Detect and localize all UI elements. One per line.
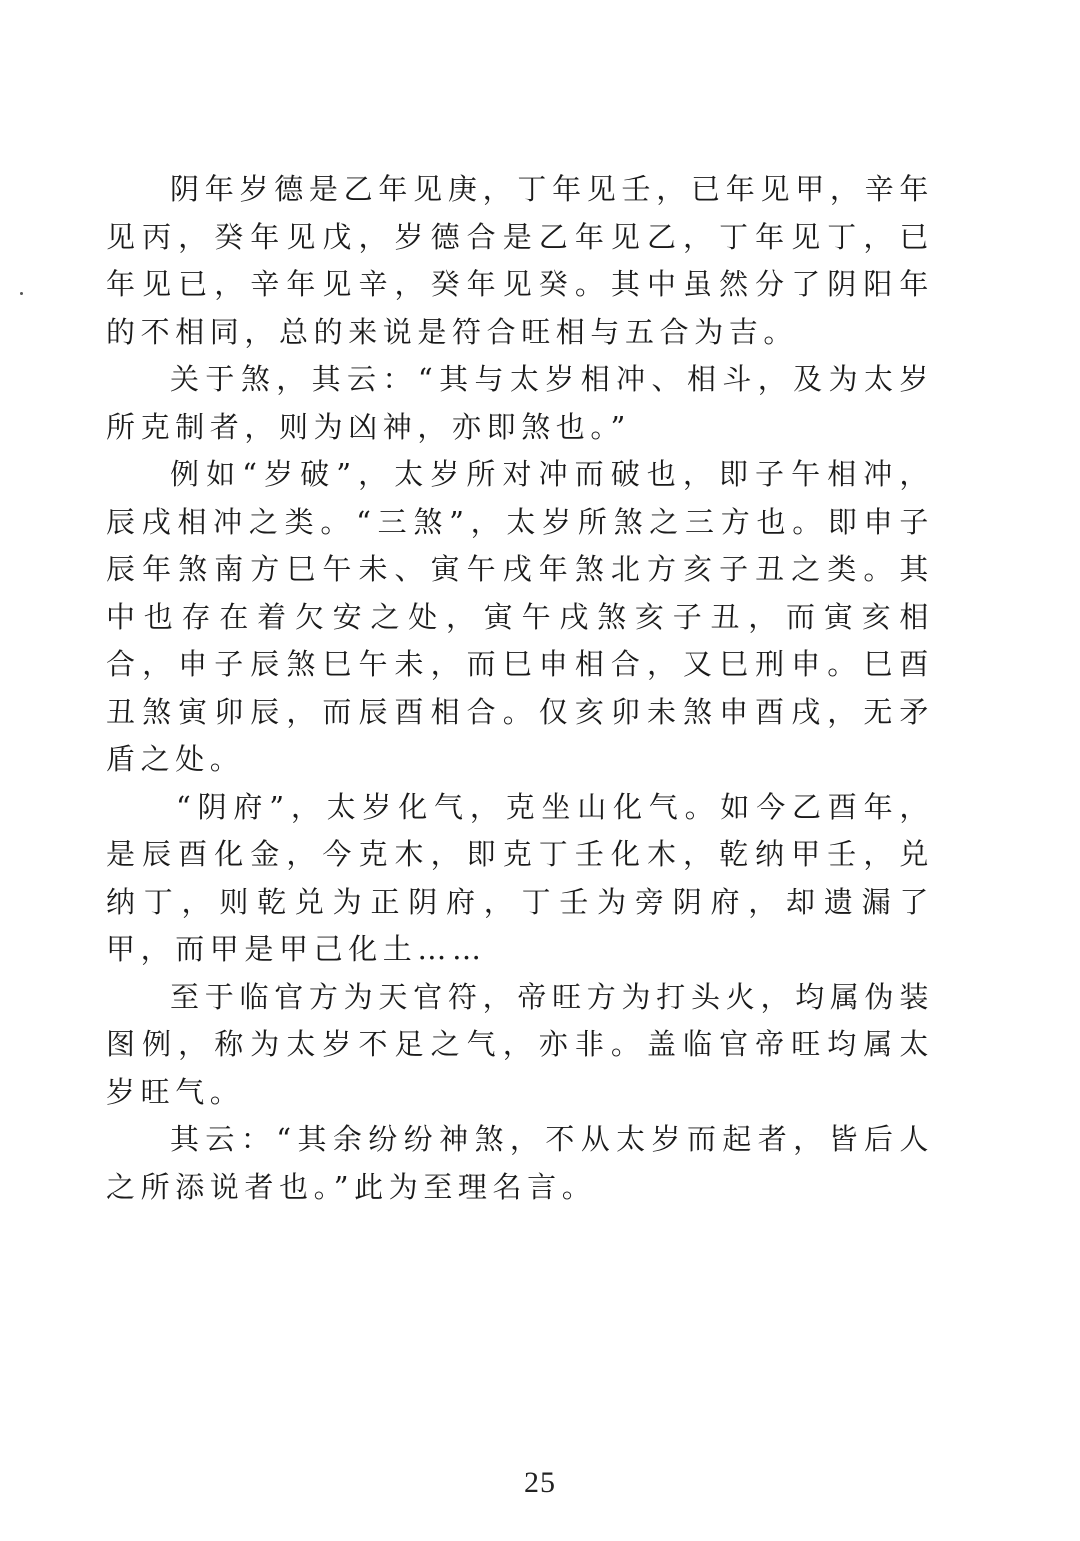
page-number: 25: [524, 1466, 556, 1499]
scan-speck: [20, 292, 23, 295]
paragraph-sha-definition: 关于煞，其云：“其与太岁相冲、相斗，及为太岁所克制者，则为凶神，亦即煞也。”: [106, 362, 934, 444]
paragraph-yin-fu: “阴府”，太岁化气，克坐山化气。如今乙酉年，是辰酉化金，今克木，即克丁壬化木，乾纳甲壬，兑纳丁，则乾兑为正阴府，丁壬为旁阴府，却遗漏了甲，而甲是甲己化土……: [106, 789, 934, 966]
paragraph-sui-po-san-sha: 例如“岁破”，太岁所对冲而破也，即子午相冲，辰戌相冲之类。“三煞”，太岁所煞之三方也。即申子辰年煞南方巳午未、寅午戌年煞北方亥子丑之类。其中也存在着欠安之处，寅午戌煞亥子丑，而寅亥相合，申子辰煞巳午未，而巳申相合，又巳刑申。巳酉丑煞寅卯辰，而辰酉相合。仅亥卯未煞申酉戌，无矛盾之处。: [106, 457, 934, 776]
paragraph-lin-guan: 至于临官方为天官符，帝旺方为打头火，均属伪装图例，称为太岁不足之气，亦非。盖临官帝旺均属太岁旺气。: [106, 979, 934, 1109]
paragraph-sui-de: 阴年岁德是乙年见庚，丁年见壬，已年见甲，辛年见丙，癸年见戊，岁德合是乙年见乙，丁年见丁，已年见已，辛年见辛，癸年见癸。其中虽然分了阴阳年的不相同，总的来说是符合旺相与五合为吉。: [106, 172, 934, 349]
paragraph-conclusion: 其云：“其余纷纷神煞，不从太岁而起者，皆后人之所添说者也。”此为至理名言。: [106, 1122, 934, 1204]
body-text: [106, 166, 934, 1211]
